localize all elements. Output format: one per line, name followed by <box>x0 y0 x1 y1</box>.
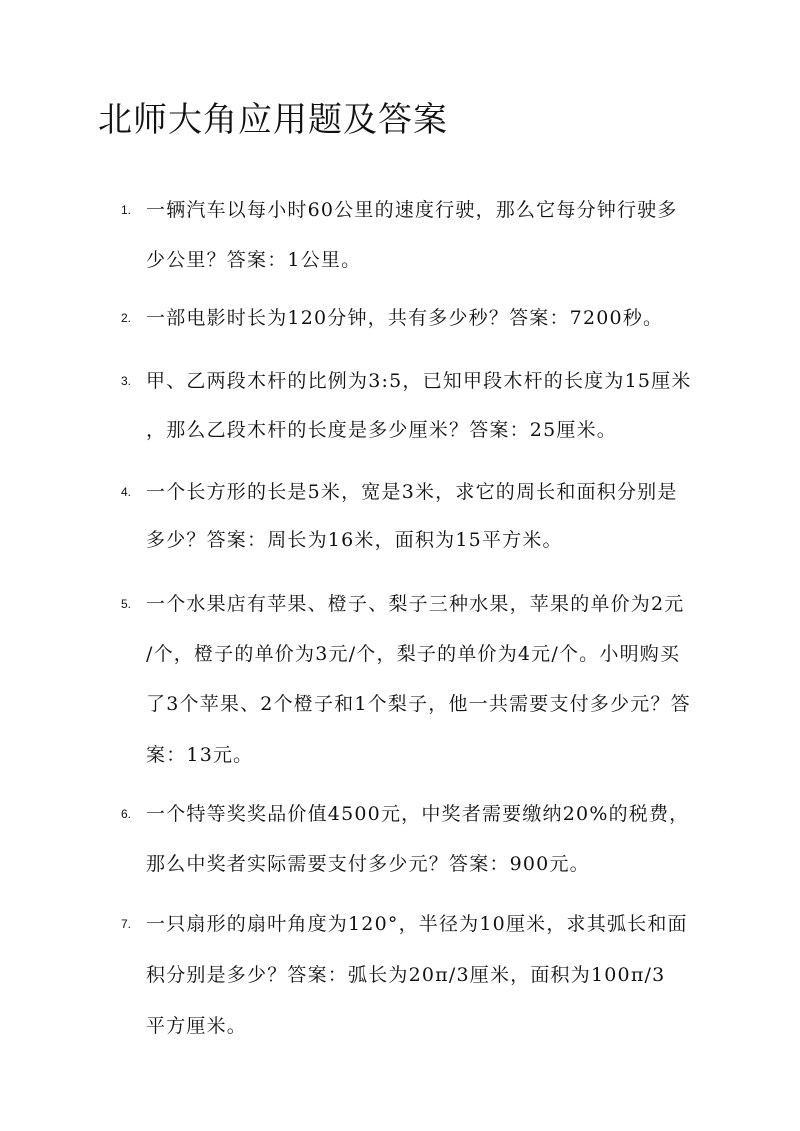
question-text-line: /个，橙子的单价为3元/个，梨子的单价为4元/个。小明购买 <box>146 643 681 665</box>
question-number: 7. <box>121 917 132 931</box>
question-text-line: 那么中奖者实际需要支付多少元？答案：900元。 <box>146 853 590 875</box>
question-number: 1. <box>121 203 132 217</box>
question-text-line: 案：13元。 <box>146 744 254 766</box>
question-number: 5. <box>121 597 132 611</box>
question-text-line: 一个长方形的长是5米，宽是3米，求它的周长和面积分别是 <box>146 481 678 503</box>
question-number: 4. <box>121 485 132 499</box>
question-text-line: ，那么乙段木杆的长度是多少厘米？答案：25厘米。 <box>146 419 617 441</box>
document-title: 北师大角应用题及答案 <box>98 100 448 140</box>
question-text-line: 一部电影时长为120分钟，共有多少秒？答案：7200秒。 <box>146 307 664 329</box>
question-text-line: 积分别是多少？答案：弧长为20π/3厘米，面积为100π/3 <box>146 964 666 986</box>
question-number: 6. <box>121 807 132 821</box>
question-text-line: 一辆汽车以每小时60公里的速度行驶，那么它每分钟行驶多 <box>146 199 678 221</box>
question-text-line: 平方厘米。 <box>146 1015 248 1037</box>
question-text-line: 了3个苹果、2个橙子和1个梨子，他一共需要支付多少元？答 <box>146 693 691 715</box>
question-text-line: 一个水果店有苹果、橙子、梨子三种水果，苹果的单价为2元 <box>146 593 685 615</box>
question-number: 3. <box>121 374 132 388</box>
question-text-line: 甲、乙两段木杆的比例为3:5，已知甲段木杆的长度为15厘米 <box>146 370 692 392</box>
question-text-line: 多少？答案：周长为16米，面积为15平方米。 <box>146 529 563 551</box>
question-number: 2. <box>121 311 132 325</box>
question-text-line: 少公里？答案：1公里。 <box>146 249 362 271</box>
question-text-line: 一个特等奖奖品价值4500元，中奖者需要缴纳20%的税费， <box>146 803 690 825</box>
question-text-line: 一只扇形的扇叶角度为120°，半径为10厘米，求其弧长和面 <box>146 913 688 935</box>
